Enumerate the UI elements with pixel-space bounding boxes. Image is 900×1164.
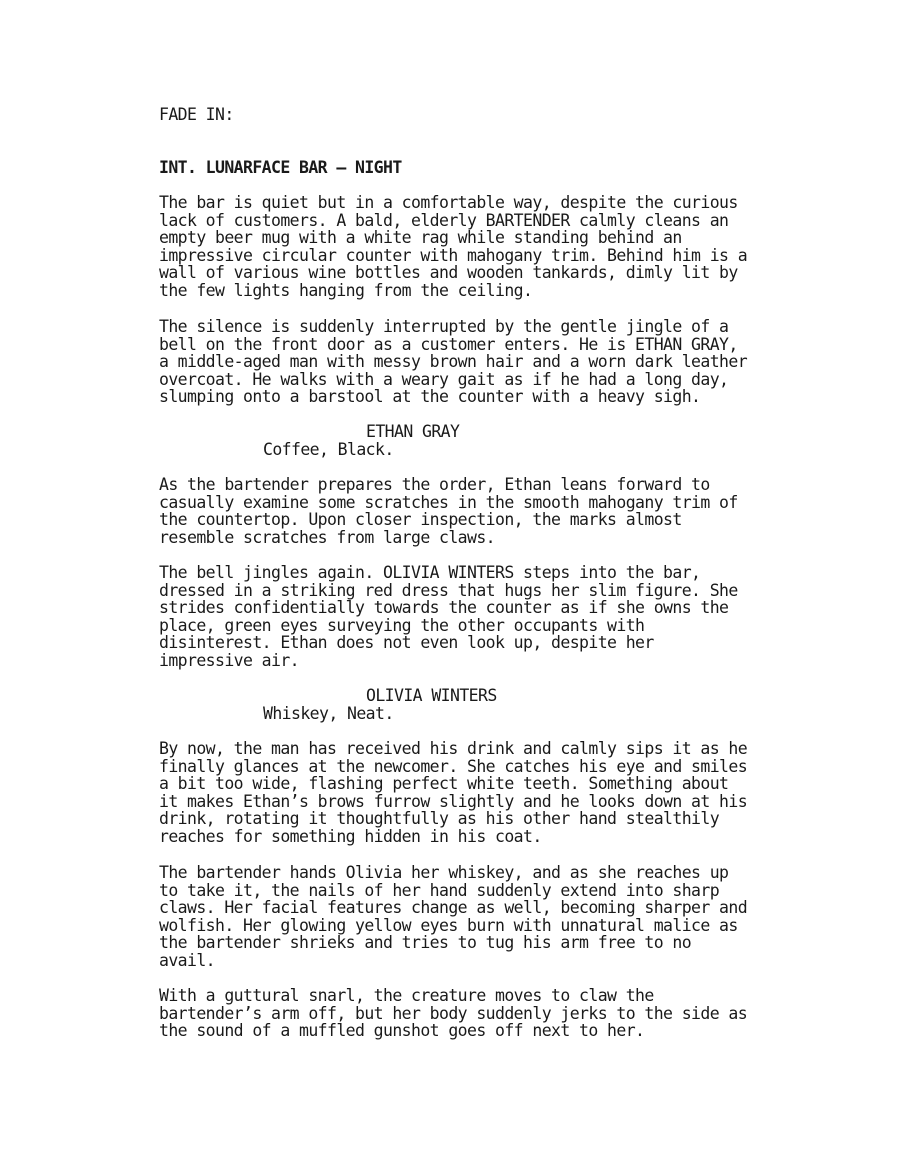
character-cue: ETHAN GRAY <box>366 422 460 441</box>
action-line: a middle-aged man with messy brown hair and a worn dark leather <box>159 352 748 371</box>
action-line: slumping onto a barstool at the counter with a heavy sigh. <box>159 387 701 406</box>
action-line: bartender’s arm off, but her body suddenly jerks to the side as <box>159 1003 748 1023</box>
action-line: As the bartender prepares the order, Ethan leans forward to <box>159 475 710 494</box>
action-line: bell on the front door as a customer enters. He is ETHAN GRAY, <box>159 334 738 354</box>
action-line: finally glances at the newcomer. She catches his eye and smiles <box>159 756 748 776</box>
action-line: impressive air. <box>159 650 300 670</box>
action-line: the bartender shrieks and tries to tug his arm free to no <box>159 933 692 952</box>
action-line: lack of customers. A bald, elderly BARTENDER calmly cleans an <box>159 210 729 230</box>
action-line: to take it, the nails of her hand suddenly extend into sharp <box>159 880 720 900</box>
action-line: With a guttural snarl, the creature moves to claw the <box>159 986 654 1005</box>
transition: FADE IN: <box>159 105 234 124</box>
action-line: dressed in a striking red dress that hugs her slim figure. She <box>159 580 738 600</box>
action-line: drink, rotating it thoughtfully as his other hand stealthily <box>159 809 720 828</box>
dialogue-line: Whiskey, Neat. <box>263 704 394 723</box>
action-line: By now, the man has received his drink and calmly sips it as he <box>159 739 748 758</box>
action-line: place, green eyes surveying the other occupants with <box>159 615 645 635</box>
scene-heading: INT. LUNARFACE BAR – NIGHT <box>159 158 402 177</box>
action-line: resemble scratches from large claws. <box>159 527 496 547</box>
action-line: avail. <box>159 950 216 970</box>
action-line: wolfish. Her glowing yellow eyes burn with unnatural malice as <box>159 915 738 935</box>
action-line: the sound of a muffled gunshot goes off next to her. <box>159 1021 645 1040</box>
action-line: The bartender hands Olivia her whiskey, and as she reaches up <box>159 863 729 882</box>
action-line: a bit too wide, flashing perfect white teeth. Something about <box>159 774 729 793</box>
action-line: empty beer mug with a white rag while standing behind an <box>159 228 682 247</box>
character-cue: OLIVIA WINTERS <box>366 686 497 705</box>
action-line: the few lights hanging from the ceiling. <box>159 280 533 300</box>
action-line: overcoat. He walks with a weary gait as if he had a long day, <box>159 369 729 389</box>
action-line: disinterest. Ethan does not even look up, despite her <box>159 633 654 652</box>
action-line: impressive circular counter with mahogany trim. Behind him is a <box>159 245 748 265</box>
dialogue-line: Coffee, Black. <box>263 440 394 459</box>
action-line: wall of various wine bottles and wooden tankards, dimly lit by <box>159 263 738 282</box>
action-line: The silence is suddenly interrupted by the gentle jingle of a <box>159 317 729 336</box>
action-line: casually examine some scratches in the smooth mahogany trim of <box>159 492 738 512</box>
action-line: it makes Ethan’s brows furrow slightly and he looks down at his <box>159 791 748 811</box>
action-line: The bar is quiet but in a comfortable way, despite the curious <box>159 193 738 212</box>
action-line: claws. Her facial features change as well, becoming sharper and <box>159 898 748 917</box>
action-line: strides confidentially towards the counter as if she owns the <box>159 598 729 617</box>
action-line: reaches for something hidden in his coat. <box>159 826 542 846</box>
action-line: The bell jingles again. OLIVIA WINTERS steps into the bar, <box>159 563 701 582</box>
action-line: the countertop. Upon closer inspection, the marks almost <box>159 510 682 529</box>
